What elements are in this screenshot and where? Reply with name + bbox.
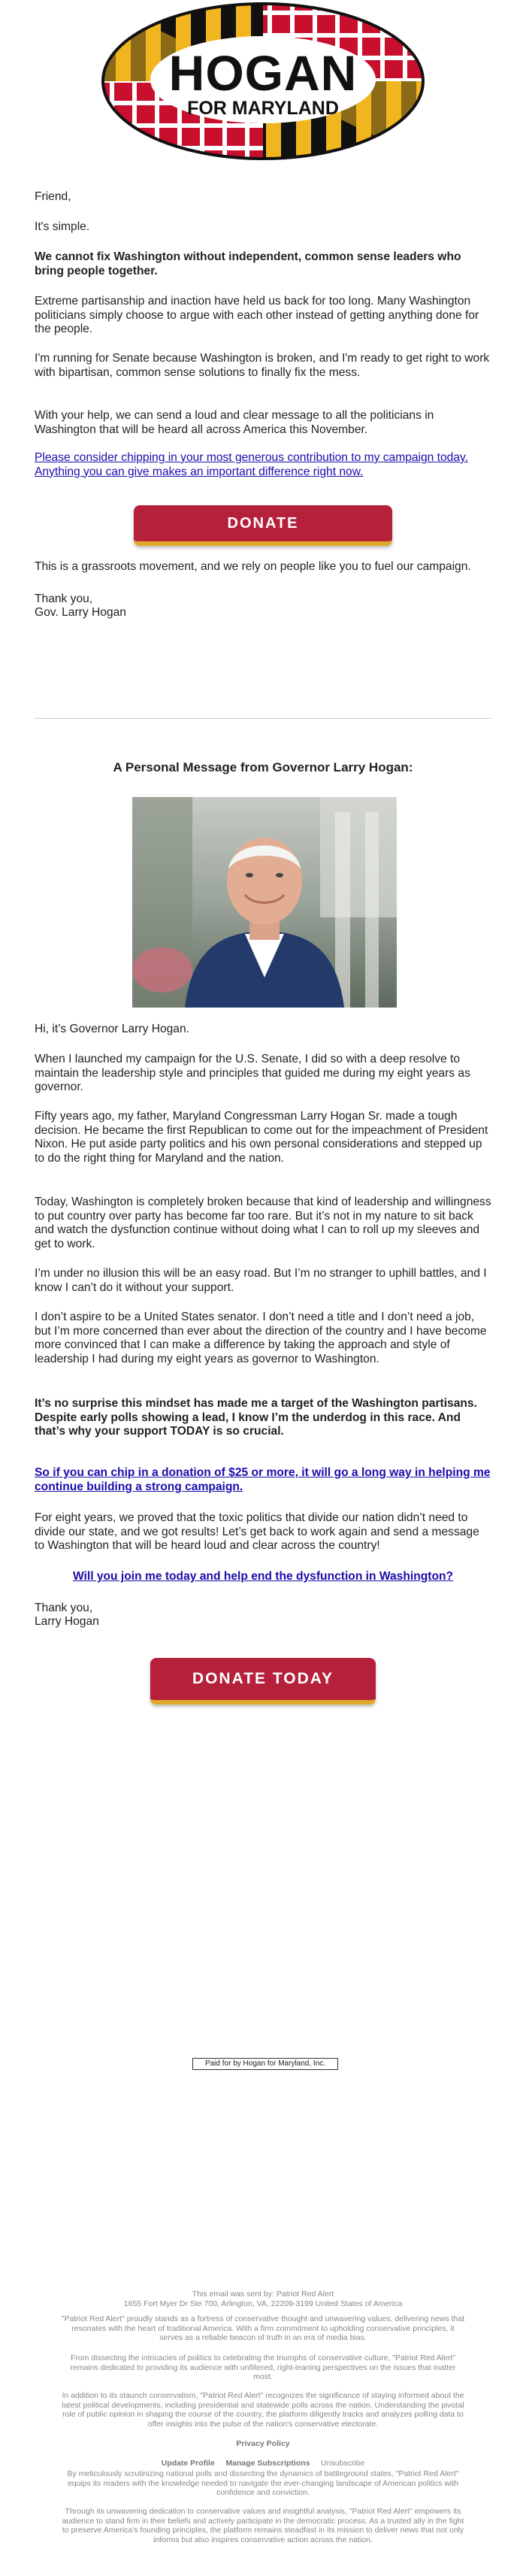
message-signature: Larry Hogan xyxy=(35,1615,99,1628)
message-p8: For eight years, we proved that the toxic politics that divide our nation didn’t need to divide our state, and we got results! Let’s get back to work again and send a message to Washington that will be heard loud and clear across the country! xyxy=(35,1511,479,1552)
contribution-link[interactable]: Please consider chipping in your most generous contribution to my campaign today. Anything you can give makes an important difference right now. xyxy=(35,451,468,478)
letter-signature: Gov. Larry Hogan xyxy=(35,606,126,619)
message-p3: Fifty years ago, my father, Maryland Congressman Larry Hogan Sr. made a tough decision. He became the first Republican to come out for the impeachment of President Nixon. He put aside party politics and his own personal considerations and stepped up to do the right thing for Maryland and the nation. xyxy=(35,1110,488,1165)
letter-signoff: Thank you, xyxy=(35,592,93,605)
update-profile-link[interactable]: Update Profile xyxy=(161,2459,215,2468)
unsubscribe-link[interactable]: Unsubscribe xyxy=(321,2459,365,2468)
divider xyxy=(35,718,491,719)
footer-paragraph-5: Through its unwavering dedication to conservative values and insightful analysis, "Patriot Red Alert" empowers its audience to stand firm in their beliefs and actively participate in the democratic process. As a trusted ally in the fight to preserve America's founding principles, the platform remains steadfast in its mission to deliver news that not only informs but also inspires conservative action across the nation. xyxy=(62,2507,464,2544)
letter-p1: It's simple. xyxy=(35,220,90,233)
manage-subscriptions-link[interactable]: Manage Subscriptions xyxy=(225,2459,310,2468)
letter-p2: We cannot fix Washington without independent, common sense leaders who bring people together. xyxy=(35,250,461,277)
letter-p4: I'm running for Senate because Washington is broken, and I'm ready to get right to work with bipartisan, common sense solutions to finally fix the mess. xyxy=(35,352,490,379)
message-signoff: Thank you, xyxy=(35,1602,93,1614)
footer-links xyxy=(60,2459,466,2468)
footer-paragraph-1: "Patriot Red Alert" proudly stands as a fortress of conservative thought and unwavering values, delivering news that resonates with the heart of traditional America. With a firm commitment to upholding conservative principles, it serves as a reliable beacon of truth in an era of media bias. xyxy=(61,2314,465,2342)
join-me-link[interactable]: Will you join me today and help end the dysfunction in Washington? xyxy=(72,1570,454,1583)
message-p2: When I launched my campaign for the U.S. Senate, I did so with a deep resolve to maintain the leadership style and principles that guided me during my eight years as governor. xyxy=(35,1053,470,1093)
hogan-for-maryland-logo xyxy=(101,2,425,161)
message-p6: I don’t aspire to be a United States senator. I don’t need a title and I don’t need a job, but I’m more concerned than ever about the direction of the country and I have become more convinced that I can make a difference by taking the approach and style of leadership I had during my eight years as governor to Washington. xyxy=(35,1311,487,1365)
governor-photo xyxy=(132,797,397,1008)
footer-paragraph-3: In addition to its staunch conservatism, "Patriot Red Alert" recognizes the significance of staying informed about the latest political developments, including presidential and statewide polls across the nation. Understanding the pivotal role of public opinion in shaping the course of the country, the platform diligently tracks and analyzes polling data to offer insights into the pulse of the nation's conservative electorate. xyxy=(62,2391,464,2429)
footer-paragraph-2: From dissecting the intricacies of politics to celebrating the triumphs of conservative culture, "Patriot Red Alert" remains dedicated to providing its audience with unfiltered, right-leaning perspectives on the issues that matter most. xyxy=(70,2353,456,2381)
footer-sent-by: This email was sent by: Patriot Red Alert xyxy=(192,2290,334,2299)
greeting: Friend, xyxy=(35,190,71,203)
privacy-policy-link[interactable]: Privacy Policy xyxy=(236,2439,290,2448)
logo-hogan-text: HOGAN xyxy=(168,45,358,101)
message-p7: It’s no surprise this mindset has made me a target of the Washington partisans. Despite early polls showing a lead, I know I’m the underdog in this race. And that’s why your support TODAY is so crucial. xyxy=(35,1397,477,1438)
logo-for-maryland-text: FOR MARYLAND xyxy=(187,98,339,119)
letter-p5: With your help, we can send a loud and clear message to all the politicians in Washington that will be heard all across America this November. xyxy=(35,409,434,436)
footer-paragraph-4: By meticulously scrutinizing national polls and dissecting the dynamics of battleground states, "Patriot Red Alert" equips its readers with the knowledge needed to navigate the ever-changing landscape of American politics with confidence and conviction. xyxy=(67,2469,459,2497)
message-heading: A Personal Message from Governor Larry Hogan: xyxy=(113,760,413,774)
letter-p6: This is a grassroots movement, and we rely on people like you to fuel our campaign. xyxy=(35,560,471,573)
message-p5: I’m under no illusion this will be an easy road. But I’m no stranger to uphill battles, and I know I can’t do it without your support. xyxy=(35,1267,487,1294)
footer-address: 1655 Fort Myer Dr Ste 700, Arlington, VA, 22209-3199 United States of America xyxy=(123,2299,403,2308)
message-p4: Today, Washington is completely broken because that kind of leadership and willingness to put country over party has become far too rare. But it’s not in my nature to sit back and watch the dysfunction continue without doing what I can to roll up my sleeves and get to work. xyxy=(35,1196,491,1250)
letter-p3: Extreme partisanship and inaction have held us back for too long. Many Washington politicians simply choose to argue with each other instead of getting anything done for the people. xyxy=(35,295,479,335)
donate-button[interactable]: DONATE xyxy=(134,505,392,546)
message-p1: Hi, it’s Governor Larry Hogan. xyxy=(35,1023,189,1035)
donate-today-button[interactable]: DONATE TODAY xyxy=(150,1658,376,1705)
donation-25-link[interactable]: So if you can chip in a donation of $25 or more, it will go a long way in helping me continue building a strong campaign. xyxy=(35,1466,491,1493)
paid-for-disclaimer: Paid for by Hogan for Maryland, Inc. xyxy=(192,2058,338,2070)
